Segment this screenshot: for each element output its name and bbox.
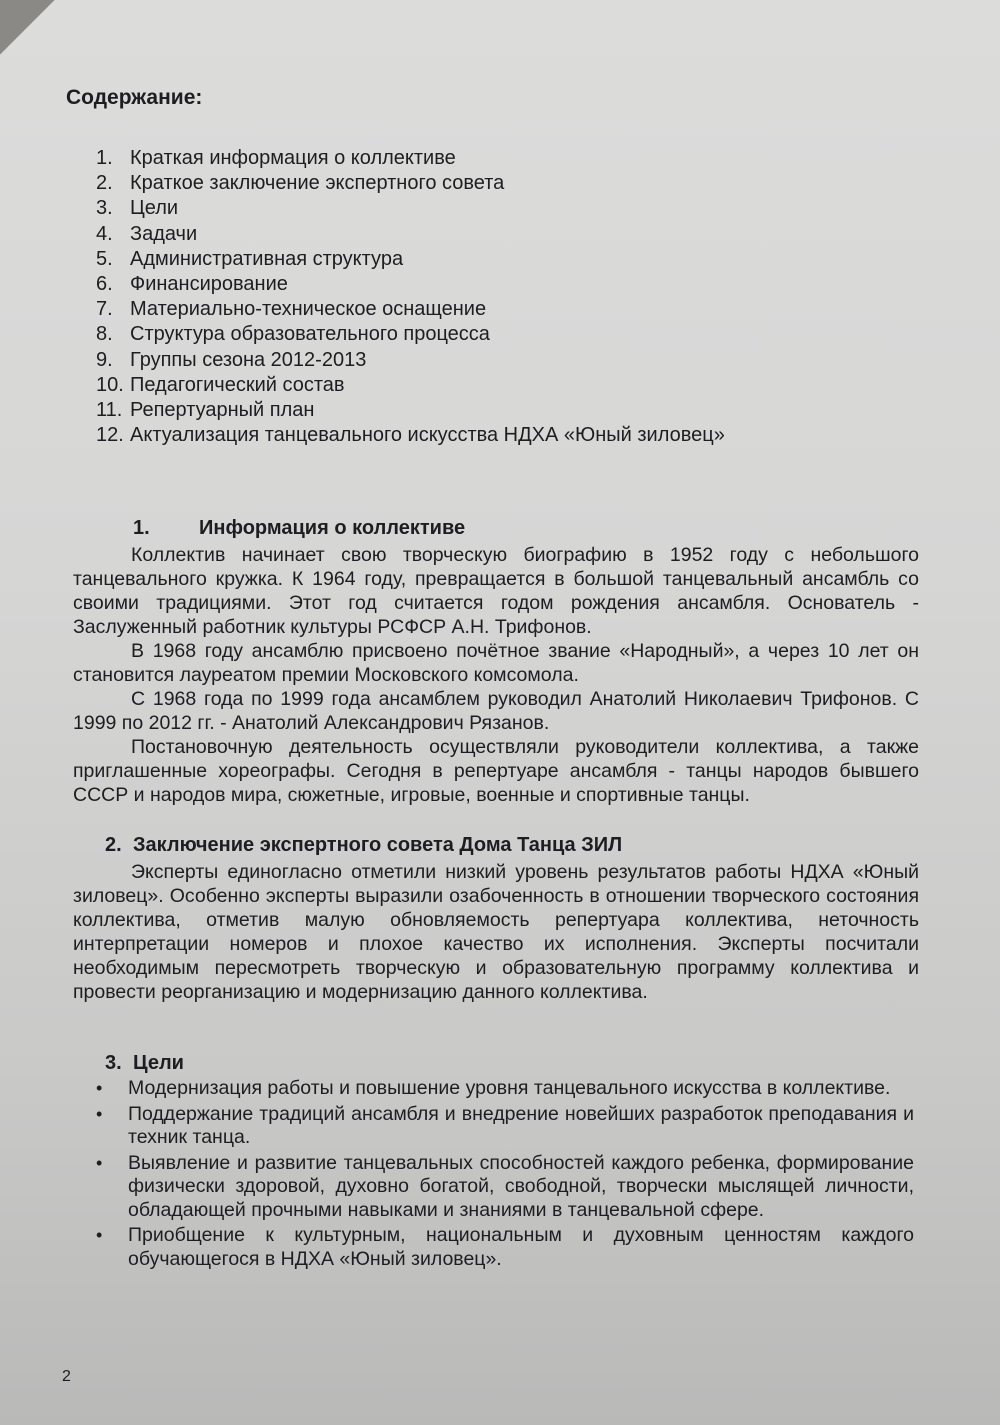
toc-heading: Содержание: <box>66 86 203 109</box>
toc-item <box>96 196 725 221</box>
toc-item <box>96 398 725 423</box>
section-number: 3. <box>105 1052 122 1074</box>
toc-item-text: Педагогический состав <box>130 373 345 396</box>
toc-item-number: 3. <box>96 197 113 220</box>
toc-item-number: 11. <box>96 399 123 422</box>
toc-item <box>96 373 725 398</box>
list-item <box>96 1077 914 1101</box>
toc-item-number: 10. <box>96 373 124 396</box>
bullet-icon: • <box>96 1103 103 1124</box>
toc-item-text: Репертуарный план <box>130 399 315 422</box>
bullet-icon: • <box>96 1078 103 1098</box>
section-heading-expert <box>105 834 622 857</box>
toc-item-text: Административная структура <box>130 247 404 270</box>
paragraph: В 1968 году ансамблю присвоено почётное звание «Народный», а через 10 лет он становится лауреатом премии Московского комсомола. <box>73 640 919 686</box>
toc-item-number: 2. <box>96 172 113 195</box>
section-heading-info <box>133 517 465 540</box>
list-item-text: Выявление и развитие танцевальных способностей каждого ребенка, формирование физически здоровой, духовно богатой, свободной, творчески мыслящей личности, обладающей прочными навыками и знаниями в танцевальной сфере. <box>128 1151 914 1221</box>
toc-item <box>96 171 725 196</box>
toc-item <box>96 272 725 297</box>
toc-item <box>96 247 725 272</box>
toc-item-text: Задачи <box>130 222 198 245</box>
list-item-text: Модернизация работы и повышение уровня танцевального искусства в коллективе. <box>128 1077 891 1099</box>
toc-item-number: 5. <box>96 247 113 270</box>
list-item-text: Приобщение к культурным, национальным и духовным ценностям каждого обучающегося в НДХА «Юный зиловец». <box>128 1224 914 1270</box>
paragraph: Постановочную деятельность осуществляли руководители коллектива, а также приглашенные хореографы. Сегодня в репертуаре ансамбля - танцы народов бывшего СССР и народов мира, сюжетные, игровые, военные и спортивные танцы. <box>73 736 919 806</box>
toc-item <box>96 423 725 448</box>
list-item <box>96 1152 914 1223</box>
toc-item-text: Краткое заключение экспертного совета <box>130 172 505 195</box>
list-item <box>96 1224 914 1271</box>
toc-item-text: Структура образовательного процесса <box>130 323 490 346</box>
toc-item-number: 1. <box>96 147 113 169</box>
toc-item-number: 4. <box>96 222 113 245</box>
toc-item <box>96 322 725 347</box>
section-body-expert <box>73 860 919 1004</box>
toc-item <box>96 222 725 247</box>
toc-item-text: Актуализация танцевального искусства НДХА «Юный зиловец» <box>130 424 725 447</box>
section-body-info <box>73 543 919 807</box>
toc-item-number: 9. <box>96 348 113 371</box>
table-of-contents <box>96 146 725 448</box>
section-title: Цели <box>133 1052 184 1074</box>
paragraph: Эксперты единогласно отметили низкий уровень результатов работы НДХА «Юный зиловец». Особенно эксперты выразили озабоченность в отношении творческого состояния коллектива, отметив малую обновляемость репертуара коллектива, неточность интерпретации номеров и плохое качество их исполнения. Эксперты посчитали необходимым пересмотреть творческую и образовательную программу коллектива и провести реорганизацию и модернизацию данного коллектива. <box>73 861 919 1003</box>
list-item <box>96 1103 914 1150</box>
toc-item <box>96 348 725 373</box>
bullet-icon: • <box>96 1225 103 1245</box>
toc-item-text: Материально-техническое оснащение <box>130 298 487 321</box>
paragraph: Коллектив начинает свою творческую биографию в 1952 году с небольшого танцевального кружка. К 1964 году, превращается в большой танцевальный ансамбль со своими традициями. Этот год считается годом рождения ансамбля. Основатель - Заслуженный работник культуры РСФСР А.Н. Трифонов. <box>73 544 919 638</box>
toc-item-number: 7. <box>96 298 113 321</box>
toc-item-text: Краткая информация о коллективе <box>130 147 456 169</box>
toc-item <box>96 146 725 171</box>
section-number: 1. <box>133 517 150 539</box>
toc-item-text: Группы сезона 2012-2013 <box>130 348 367 371</box>
goals-list <box>96 1077 914 1273</box>
toc-item-text: Финансирование <box>130 273 288 296</box>
page-corner-shadow <box>0 0 60 60</box>
toc-item-number: 12. <box>96 424 124 447</box>
section-heading-goals <box>105 1052 184 1075</box>
section-number: 2. <box>105 834 122 856</box>
toc-item-number: 6. <box>96 273 113 296</box>
toc-item-text: Цели <box>130 197 179 220</box>
bullet-icon: • <box>96 1152 103 1173</box>
toc-item <box>96 297 725 322</box>
page-number: 2 <box>62 1368 71 1385</box>
paragraph: С 1968 года по 1999 года ансамблем руководил Анатолий Николаевич Трифонов. С 1999 по 2012 гг. - Анатолий Александрович Рязанов. <box>73 688 919 734</box>
toc-item-number: 8. <box>96 323 113 346</box>
list-item-text: Поддержание традиций ансамбля и внедрение новейших разработок преподавания и техник танца. <box>128 1102 914 1148</box>
section-title: Заключение экспертного совета Дома Танца ЗИЛ <box>133 834 623 856</box>
section-title: Информация о коллективе <box>199 517 466 539</box>
